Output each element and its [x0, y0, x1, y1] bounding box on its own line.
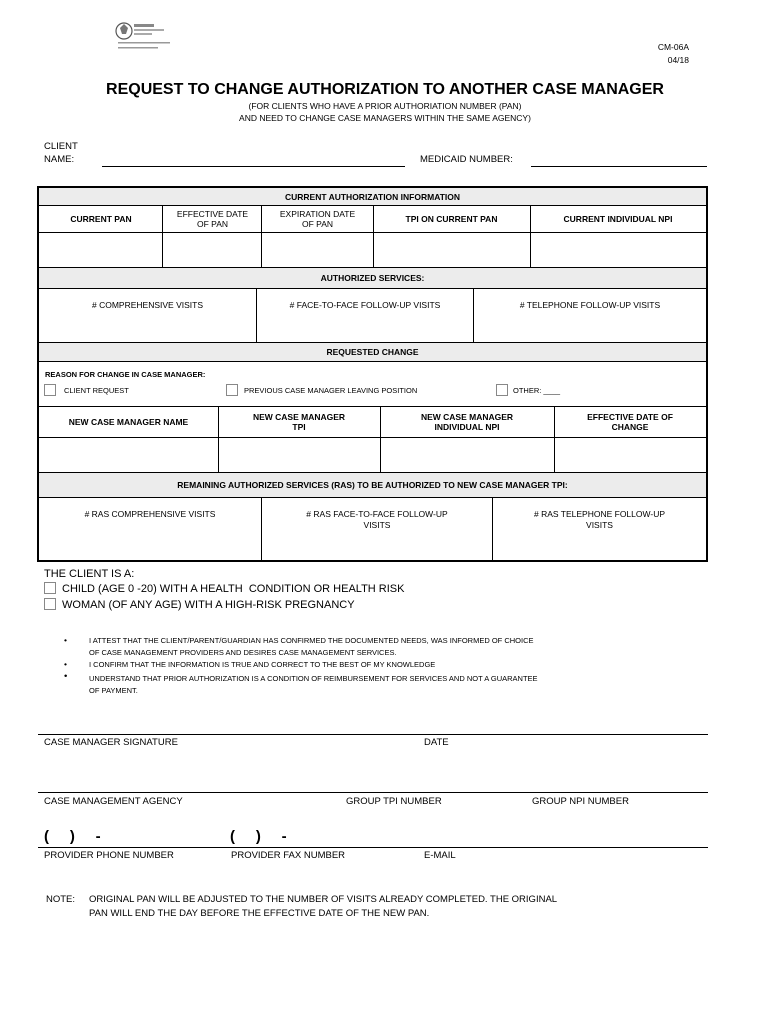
new-cm-npi-field[interactable]: [380, 438, 554, 472]
ras-tel-line-2: VISITS: [586, 520, 613, 531]
medicaid-number-field[interactable]: [531, 166, 707, 167]
agency-label: CASE MANAGEMENT AGENCY: [44, 796, 183, 807]
expiration-date-field[interactable]: [262, 233, 373, 267]
col-effective-date-line-2: OF PAN: [196, 219, 228, 229]
attest-3-line-2: OF PAYMENT.: [89, 686, 138, 695]
divider: [261, 206, 262, 267]
divider: [530, 206, 531, 267]
divider: [162, 206, 163, 267]
contact-line[interactable]: [38, 847, 708, 848]
previous-cm-leaving-checkbox[interactable]: [226, 384, 238, 396]
divider: [492, 498, 493, 560]
client-request-checkbox[interactable]: [44, 384, 56, 396]
note-line-1: ORIGINAL PAN WILL BE ADJUSTED TO THE NUMBER OF VISITS ALREADY COMPLETED. THE ORIGINAL: [89, 894, 558, 905]
client-name-label-1: CLIENT: [44, 141, 78, 152]
divider: [554, 407, 555, 472]
requested-change-heading: REQUESTED CHANGE: [39, 342, 706, 362]
subtitle-line-2: AND NEED TO CHANGE CASE MANAGERS WITHIN THE SAME AGENCY): [239, 113, 531, 123]
col-new-cm-name: NEW CASE MANAGER NAME: [68, 416, 189, 427]
col-expiration-date-line-2: OF PAN: [301, 219, 333, 229]
remaining-services-heading: REMAINING AUTHORIZED SERVICES (RAS) TO BE AUTHORIZED TO NEW CASE MANAGER TPI:: [39, 472, 706, 498]
attest-1-line-2: OF CASE MANAGEMENT PROVIDERS AND DESIRES CASE MANAGEMENT SERVICES.: [89, 648, 397, 657]
bullet-icon: •: [64, 671, 68, 682]
form-date: 04/18: [667, 55, 689, 65]
agency-line[interactable]: [38, 792, 708, 793]
bullet-icon: •: [64, 659, 67, 669]
current-pan-field[interactable]: [39, 233, 163, 267]
col-new-cm-tpi-line-2: TPI: [292, 422, 306, 432]
new-cm-tpi-field[interactable]: [218, 438, 380, 472]
form-number: CM-06A: [657, 42, 689, 52]
group-npi-label: GROUP NPI NUMBER: [532, 796, 629, 807]
col-effective-date-change: [554, 407, 706, 437]
attest-2: I CONFIRM THAT THE INFORMATION IS TRUE AND CORRECT TO THE BEST OF MY KNOWLEDGE: [89, 660, 436, 669]
client-name-label-2: NAME:: [44, 154, 75, 165]
medicaid-number-label: MEDICAID NUMBER:: [420, 154, 513, 165]
subtitle-line-1: (FOR CLIENTS WHO HAVE A PRIOR AUTHORIATION NUMBER (PAN): [248, 101, 522, 111]
col-effective-date: [163, 206, 262, 232]
page-title: REQUEST TO CHANGE AUTHORIZATION TO ANOTHER CASE MANAGER: [106, 81, 664, 98]
ras-telephone-label: [493, 509, 706, 532]
col-effective-date-line-1: EFFECTIVE DATE: [176, 208, 249, 219]
current-npi-field[interactable]: [530, 233, 706, 267]
email-label: E-MAIL: [424, 850, 456, 861]
group-tpi-label: GROUP TPI NUMBER: [346, 796, 442, 807]
client-request-label: CLIENT REQUEST: [64, 386, 129, 395]
divider: [373, 206, 374, 267]
divider: [380, 407, 381, 472]
tpi-current-pan-field[interactable]: [373, 233, 530, 267]
divider: [256, 289, 257, 342]
ras-tel-line-1: # RAS TELEPHONE FOLLOW-UP: [534, 509, 665, 519]
other-reason-label: OTHER: ____: [513, 386, 561, 395]
col-new-cm-npi-line-1: NEW CASE MANAGER: [420, 411, 514, 422]
reason-for-change-label: REASON FOR CHANGE IN CASE MANAGER:: [45, 370, 206, 379]
col-effective-date-change-line-1: EFFECTIVE DATE OF: [587, 411, 673, 422]
face-to-face-visits-label: # FACE-TO-FACE FOLLOW-UP VISITS: [289, 300, 441, 310]
col-new-cm-npi: [380, 407, 554, 437]
effective-date-change-field[interactable]: [554, 438, 706, 472]
col-effective-date-change-line-2: CHANGE: [611, 422, 649, 432]
attest-3-line-1: UNDERSTAND THAT PRIOR AUTHORIZATION IS A CONDITION OF REIMBURSEMENT FOR SERVICES AND NOT A GUARANTEE: [89, 674, 538, 683]
previous-cm-leaving-label: PREVIOUS CASE MANAGER LEAVING POSITION: [244, 386, 418, 395]
ras-face-line-1: # RAS FACE-TO-FACE FOLLOW-UP: [306, 509, 448, 519]
col-new-cm-tpi-line-1: NEW CASE MANAGER: [252, 411, 346, 422]
date-label: DATE: [424, 737, 449, 748]
col-current-npi: CURRENT INDIVIDUAL NPI: [563, 213, 673, 224]
woman-option-label: WOMAN (OF ANY AGE) WITH A HIGH-RISK PREGNANCY: [62, 599, 355, 611]
divider: [473, 289, 474, 342]
col-tpi-current-pan: TPI ON CURRENT PAN: [405, 213, 498, 224]
bullet-icon: •: [64, 635, 67, 645]
col-new-cm-tpi: [218, 407, 380, 437]
phone-label: PROVIDER PHONE NUMBER: [44, 850, 174, 861]
client-type-label: THE CLIENT IS A:: [44, 568, 135, 580]
divider: [218, 407, 219, 472]
other-reason-checkbox[interactable]: [496, 384, 508, 396]
ras-comprehensive-label: # RAS COMPREHENSIVE VISITS: [84, 509, 216, 519]
note-label: NOTE:: [46, 894, 76, 905]
agency-logo: [112, 20, 174, 56]
col-new-cm-npi-line-2: INDIVIDUAL NPI: [434, 422, 500, 432]
new-cm-name-field[interactable]: [39, 438, 218, 472]
phone-number-format: ( ) -: [44, 828, 101, 845]
woman-checkbox[interactable]: [44, 598, 56, 610]
ras-face-line-2: VISITS: [363, 520, 391, 531]
divider: [261, 498, 262, 560]
effective-date-field[interactable]: [163, 233, 262, 267]
cm-signature-label: CASE MANAGER SIGNATURE: [44, 737, 178, 748]
current-auth-heading: CURRENT AUTHORIZATION INFORMATION: [39, 188, 706, 206]
note-line-2: PAN WILL END THE DAY BEFORE THE EFFECTIVE DATE OF THE NEW PAN.: [89, 908, 430, 919]
fax-number-format: ( ) -: [230, 828, 287, 845]
client-name-field[interactable]: [102, 166, 405, 167]
ras-face-to-face-label: [262, 509, 492, 532]
col-expiration-date: [262, 206, 373, 232]
comprehensive-visits-label: # COMPREHENSIVE VISITS: [92, 300, 203, 310]
telephone-visits-label: # TELEPHONE FOLLOW-UP VISITS: [519, 300, 661, 310]
col-current-pan: CURRENT PAN: [70, 213, 132, 224]
attest-1-line-1: I ATTEST THAT THE CLIENT/PARENT/GUARDIAN HAS CONFIRMED THE DOCUMENTED NEEDS, WAS INFORMED OF CHOICE: [89, 636, 534, 645]
child-checkbox[interactable]: [44, 582, 56, 594]
child-option-label: CHILD (AGE 0 -20) WITH A HEALTH CONDITION OR HEALTH RISK: [62, 583, 405, 595]
col-expiration-date-line-1: EXPIRATION DATE: [279, 208, 356, 219]
fax-label: PROVIDER FAX NUMBER: [231, 850, 346, 861]
cm-signature-line[interactable]: [38, 734, 708, 735]
authorized-services-heading: AUTHORIZED SERVICES:: [39, 267, 706, 289]
